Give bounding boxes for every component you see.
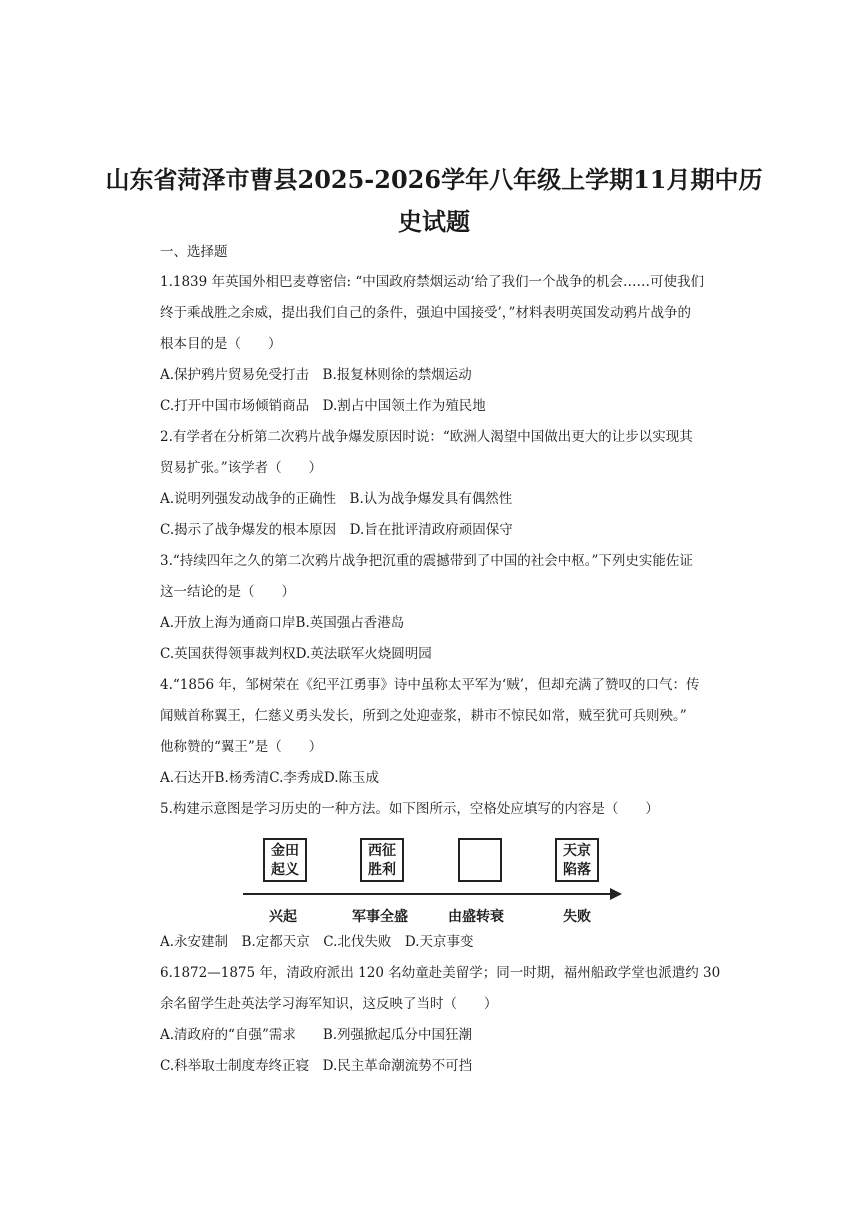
q6-options-ab: A.清政府的“自强”需求 B.列强掀起瓜分中国狂潮 [160, 1027, 473, 1043]
q5-options: A.永安建制 B.定都天京 C.北伐失败 D.天京事变 [160, 934, 474, 950]
q4-stem-line-2: 闻贼首称翼王，仁慈义勇头发长，所到之处迎壶浆，耕市不惊民如常，贼至犹可兵则殃。” [160, 708, 687, 724]
exam-title-line-2: 史试题 [398, 207, 470, 236]
flow-box-2: 西征 胜利 [360, 838, 404, 882]
stage-label-3: 由盛转衰 [448, 909, 504, 925]
q3-stem-line-1: 3.“持续四年之久的第二次鸦片战争把沉重的震撼带到了中国的社会中枢。”下列史实能佐证 [160, 553, 693, 569]
q4-stem-line-1: 4.“1856 年，邹树荣在《纪平江勇事》诗中虽称太平军为‘贼’，但却充满了赞叹的口气：传 [160, 677, 700, 693]
q6-stem-line-2: 余名留学生赴英法学习海军知识，这反映了当时（ ） [160, 996, 498, 1012]
flow-box-4: 天京 陷落 [555, 838, 599, 882]
q1-options-ab: A.保护鸦片贸易免受打击 B.报复林则徐的禁烟运动 [160, 367, 472, 383]
q5-stem-line-1: 5.构建示意图是学习历史的一种方法。如下图所示，空格处应填写的内容是（ ） [160, 801, 659, 817]
q1-stem-line-2: 终于乘战胜之余威，提出我们自己的条件，强迫中国接受’，”材料表明英国发动鸦片战争的 [160, 305, 691, 321]
q2-stem-line-2: 贸易扩张。”该学者（ ） [160, 460, 323, 476]
stage-label-4: 失败 [563, 909, 591, 925]
q3-stem-line-2: 这一结论的是（ ） [160, 584, 295, 600]
q2-stem-line-1: 2.有学者在分析第二次鸦片战争爆发原因时说：“欧洲人渴望中国做出更大的让步以实现其 [160, 429, 693, 445]
q6-stem-line-1: 6.1872—1875 年，清政府派出 120 名幼童赴美留学；同一时期，福州船政学堂也派遣约 30 [160, 965, 721, 981]
q4-options: A.石达开B.杨秀清C.李秀成D.陈玉成 [160, 770, 380, 786]
q2-options-cd: C.揭示了战争爆发的根本原因 D.旨在批评清政府顽固保守 [160, 522, 513, 538]
q3-options-ab: A.开放上海为通商口岸B.英国强占香港岛 [160, 615, 405, 631]
q4-stem-line-3: 他称赞的“翼王”是（ ） [160, 739, 323, 755]
stage-label-2: 军事全盛 [352, 909, 408, 925]
stage-label-1: 兴起 [269, 909, 297, 925]
q1-options-cd: C.打开中国市场倾销商品 D.割占中国领土作为殖民地 [160, 398, 486, 414]
q1-stem-line-1: 1.1839 年英国外相巴麦尊密信: “中国政府禁烟运动‘给了我们一个战争的机会……可使我们 [160, 274, 705, 290]
section-heading: 一、选择题 [160, 244, 228, 260]
flow-box-blank [458, 838, 502, 882]
q1-stem-line-3: 根本目的是（ ） [160, 336, 282, 352]
timeline-arrow-line [243, 893, 613, 895]
arrow-right-icon [610, 888, 622, 900]
q3-options-cd: C.英国获得领事裁判权D.英法联军火烧圆明园 [160, 646, 432, 662]
q2-options-ab: A.说明列强发动战争的正确性 B.认为战争爆发具有偶然性 [160, 491, 513, 507]
exam-title-line-1: 山东省菏泽市曹县2025-2026学年八年级上学期11月期中历 [105, 165, 763, 194]
flow-box-1: 金田 起义 [263, 838, 307, 882]
q6-options-cd: C.科举取士制度寿终正寝 D.民主革命潮流势不可挡 [160, 1058, 473, 1074]
